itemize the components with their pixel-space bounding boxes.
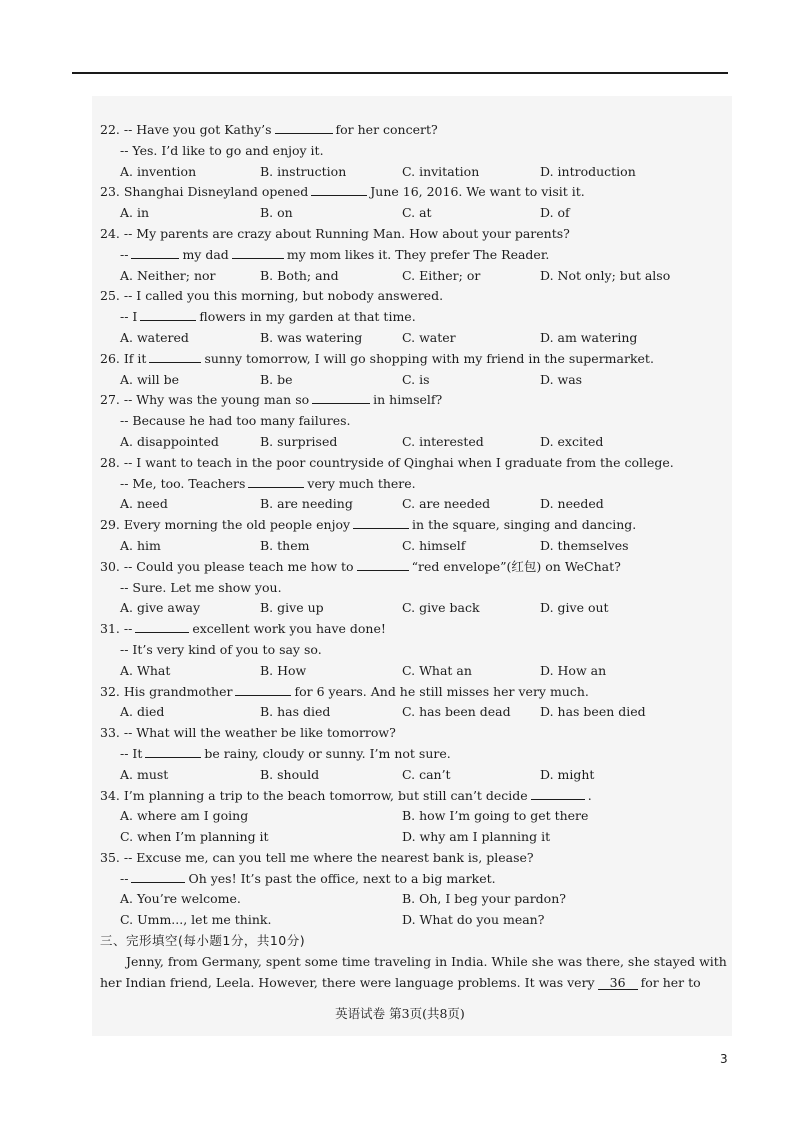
question-text: my dad: [182, 246, 229, 262]
question-number: 26.: [100, 350, 120, 366]
answer-option: A. need: [120, 496, 168, 512]
answer-blank: [357, 558, 409, 571]
question-line: [100, 286, 700, 307]
answer-option: A. watered: [120, 329, 189, 345]
answer-option: C. Umm..., let me think.: [120, 912, 272, 928]
options-row: [100, 765, 700, 786]
question-text: -- Have you got Kathy’s: [119, 122, 272, 137]
answer-option: D. give out: [540, 600, 609, 616]
answer-blank: [149, 350, 201, 363]
question-text: -- What will the weather be like tomorrow?: [119, 725, 396, 741]
question-line: [100, 640, 700, 661]
answer-option: C. is: [402, 371, 430, 387]
question-text: --: [120, 870, 129, 886]
question-line: [100, 744, 700, 765]
answer-option: B. surprised: [260, 433, 338, 449]
question-line: [100, 182, 700, 203]
question-line: [100, 848, 700, 869]
question-number: 22.: [100, 122, 120, 137]
question-text: -- My parents are crazy about Running Man. How about your parents?: [119, 225, 570, 241]
answer-blank: [248, 475, 304, 488]
question-line: [100, 515, 700, 536]
question-number: 23.: [100, 184, 120, 200]
answer-option: B. instruction: [260, 163, 347, 179]
options-row: [100, 910, 700, 931]
question-line: [100, 578, 700, 599]
answer-option: C. What an: [402, 662, 472, 678]
answer-option: D. of: [540, 205, 570, 221]
question-line: [100, 869, 700, 890]
question-text: Shanghai Disneyland opened: [119, 184, 309, 200]
numbered-blank: 36: [598, 977, 638, 990]
question-line: [100, 557, 700, 578]
question-line: [100, 682, 700, 703]
question-number: 25.: [100, 288, 120, 304]
answer-option: D. What do you mean?: [402, 912, 545, 928]
answer-option: D. How an: [540, 662, 607, 678]
question-text: -- Yes. I’d like to go and enjoy it.: [120, 142, 324, 158]
options-row: [100, 661, 700, 682]
question-text: Every morning the old people enjoy: [119, 517, 351, 533]
answer-blank: [311, 183, 367, 196]
answer-option: C. when I’m planning it: [120, 829, 269, 845]
question-line: [100, 786, 700, 807]
answer-option: C. himself: [402, 537, 466, 553]
options-row: [100, 162, 700, 183]
options-row: [100, 827, 700, 848]
question-text: If it: [119, 350, 147, 366]
question-number: 28.: [100, 454, 120, 470]
question-text: in the square, singing and dancing.: [412, 517, 637, 533]
question-line: [100, 120, 700, 141]
answer-blank: [131, 246, 179, 259]
answer-option: C. are needed: [402, 496, 491, 512]
options-row: [100, 266, 700, 287]
question-text: -- I want to teach in the poor countryside of Qinghai when I graduate from the college.: [119, 454, 674, 470]
answer-option: C. interested: [402, 433, 484, 449]
question-line: [100, 307, 700, 328]
question-line: [100, 141, 700, 162]
options-row: [100, 598, 700, 619]
answer-option: C. has been dead: [402, 704, 511, 720]
question-text: -- Why was the young man so: [119, 392, 310, 408]
question-text: -- I called you this morning, but nobody answered.: [119, 288, 444, 304]
answer-option: A. Neither; nor: [120, 267, 216, 283]
answer-option: D. am watering: [540, 329, 638, 345]
passage-line: [100, 973, 700, 994]
answer-option: C. at: [402, 205, 432, 221]
page-number: 3: [720, 1052, 728, 1066]
answer-option: A. him: [120, 537, 161, 553]
page-footer: 英语试卷 第3页(共8页): [335, 1006, 465, 1021]
question-text: very much there.: [307, 475, 416, 491]
section-heading: 三、完形填空(每小题1分，共10分): [100, 933, 306, 949]
answer-option: B. has died: [260, 704, 331, 720]
question-line: [100, 453, 700, 474]
answer-option: D. might: [540, 766, 595, 782]
answer-blank: [353, 516, 409, 529]
passage-text: her Indian friend, Leela. However, there were language problems. It was very: [100, 974, 595, 990]
answer-option: D. introduction: [540, 163, 636, 179]
answer-blank: [135, 620, 189, 633]
question-line: [100, 390, 700, 411]
question-line: [100, 411, 700, 432]
question-number: 24.: [100, 225, 120, 241]
question-text: -- Could you please teach me how to: [119, 558, 354, 574]
passage-text: for her to: [640, 974, 701, 990]
answer-option: B. was watering: [260, 329, 363, 345]
answer-blank: [235, 683, 291, 696]
question-text: “red envelope”(红包) on WeChat?: [411, 558, 621, 574]
options-row: [100, 328, 700, 349]
question-text: -- Excuse me, can you tell me where the nearest bank is, please?: [119, 849, 534, 865]
question-line: [100, 619, 700, 640]
options-row: [100, 432, 700, 453]
question-number: 30.: [100, 558, 120, 574]
question-text: June 16, 2016. We want to visit it.: [370, 184, 585, 200]
question-line: [100, 723, 700, 744]
answer-blank: [531, 787, 585, 800]
answer-option: B. How: [260, 662, 307, 678]
answer-blank: [275, 121, 333, 134]
answer-option: D. needed: [540, 496, 604, 512]
question-text: -- It: [120, 745, 143, 761]
answer-option: A. must: [120, 766, 169, 782]
answer-option: B. on: [260, 205, 293, 221]
question-text: for 6 years. And he still misses her very much.: [294, 683, 589, 699]
question-line: [100, 474, 700, 495]
answer-option: A. invention: [120, 163, 197, 179]
question-text: for her concert?: [335, 122, 438, 137]
question-text: I’m planning a trip to the beach tomorrow, but still can’t decide: [119, 787, 528, 803]
answer-option: D. excited: [540, 433, 604, 449]
answer-blank: [145, 745, 201, 758]
question-line: [100, 349, 700, 370]
answer-option: A. in: [120, 205, 150, 221]
question-line: [100, 245, 700, 266]
answer-option: B. Oh, I beg your pardon?: [402, 891, 566, 907]
answer-option: A. You’re welcome.: [120, 891, 241, 907]
question-text: be rainy, cloudy or sunny. I’m not sure.: [204, 745, 451, 761]
answer-option: B. Both; and: [260, 267, 339, 283]
answer-option: D. has been died: [540, 704, 646, 720]
question-number: 34.: [100, 787, 120, 803]
options-row: [100, 370, 700, 391]
question-line: [100, 224, 700, 245]
question-number: 27.: [100, 392, 120, 408]
answer-option: B. how I’m going to get there: [402, 808, 589, 824]
options-row: [100, 494, 700, 515]
answer-option: A. will be: [120, 371, 180, 387]
question-text: -- Sure. Let me show you.: [120, 579, 282, 595]
header-rule: [72, 72, 728, 74]
question-text: Oh yes! It’s past the office, next to a big market.: [188, 870, 496, 886]
answer-option: C. Either; or: [402, 267, 481, 283]
question-text: -- Because he had too many failures.: [120, 413, 351, 429]
question-text: -- Me, too. Teachers: [120, 475, 246, 491]
answer-option: C. invitation: [402, 163, 480, 179]
answer-option: A. died: [120, 704, 165, 720]
question-list: [100, 120, 727, 993]
question-text: -- I: [120, 309, 138, 325]
answer-option: D. Not only; but also: [540, 267, 671, 283]
answer-option: A. give away: [120, 600, 201, 616]
answer-option: B. be: [260, 371, 293, 387]
question-text: sunny tomorrow, I will go shopping with my friend in the supermarket.: [204, 350, 654, 366]
options-row: [100, 889, 700, 910]
answer-blank: [312, 391, 370, 404]
options-row: [100, 536, 700, 557]
question-number: 31.: [100, 621, 120, 637]
answer-option: B. give up: [260, 600, 324, 616]
answer-blank: [140, 308, 196, 321]
answer-option: C. water: [402, 329, 456, 345]
answer-option: A. disappointed: [120, 433, 219, 449]
question-text: flowers in my garden at that time.: [199, 309, 416, 325]
answer-option: C. can’t: [402, 766, 451, 782]
question-text: -- It’s very kind of you to say so.: [120, 641, 322, 657]
answer-blank: [232, 246, 284, 259]
answer-option: A. where am I going: [120, 808, 249, 824]
question-number: 33.: [100, 725, 120, 741]
question-text: in himself?: [373, 392, 443, 408]
answer-option: D. was: [540, 371, 583, 387]
question-number: 35.: [100, 849, 120, 865]
question-number: 32.: [100, 683, 120, 699]
passage-line: [100, 952, 727, 973]
answer-option: D. why am I planning it: [402, 829, 551, 845]
answer-option: D. themselves: [540, 537, 629, 553]
question-number: 29.: [100, 517, 120, 533]
question-text: --: [120, 246, 129, 262]
question-text: my mom likes it. They prefer The Reader.: [286, 246, 550, 262]
answer-option: B. are needing: [260, 496, 353, 512]
answer-option: B. should: [260, 766, 320, 782]
answer-option: A. What: [120, 662, 171, 678]
options-row: [100, 806, 700, 827]
question-text: excellent work you have done!: [192, 621, 386, 637]
answer-option: C. give back: [402, 600, 480, 616]
passage-text: Jenny, from Germany, spent some time traveling in India. While she was there, she stayed with: [126, 953, 727, 969]
question-text: --: [119, 621, 133, 637]
answer-option: B. them: [260, 537, 310, 553]
question-text: .: [587, 787, 592, 803]
answer-blank: [131, 870, 185, 883]
question-text: His grandmother: [119, 683, 233, 699]
options-row: [100, 702, 700, 723]
options-row: [100, 203, 700, 224]
